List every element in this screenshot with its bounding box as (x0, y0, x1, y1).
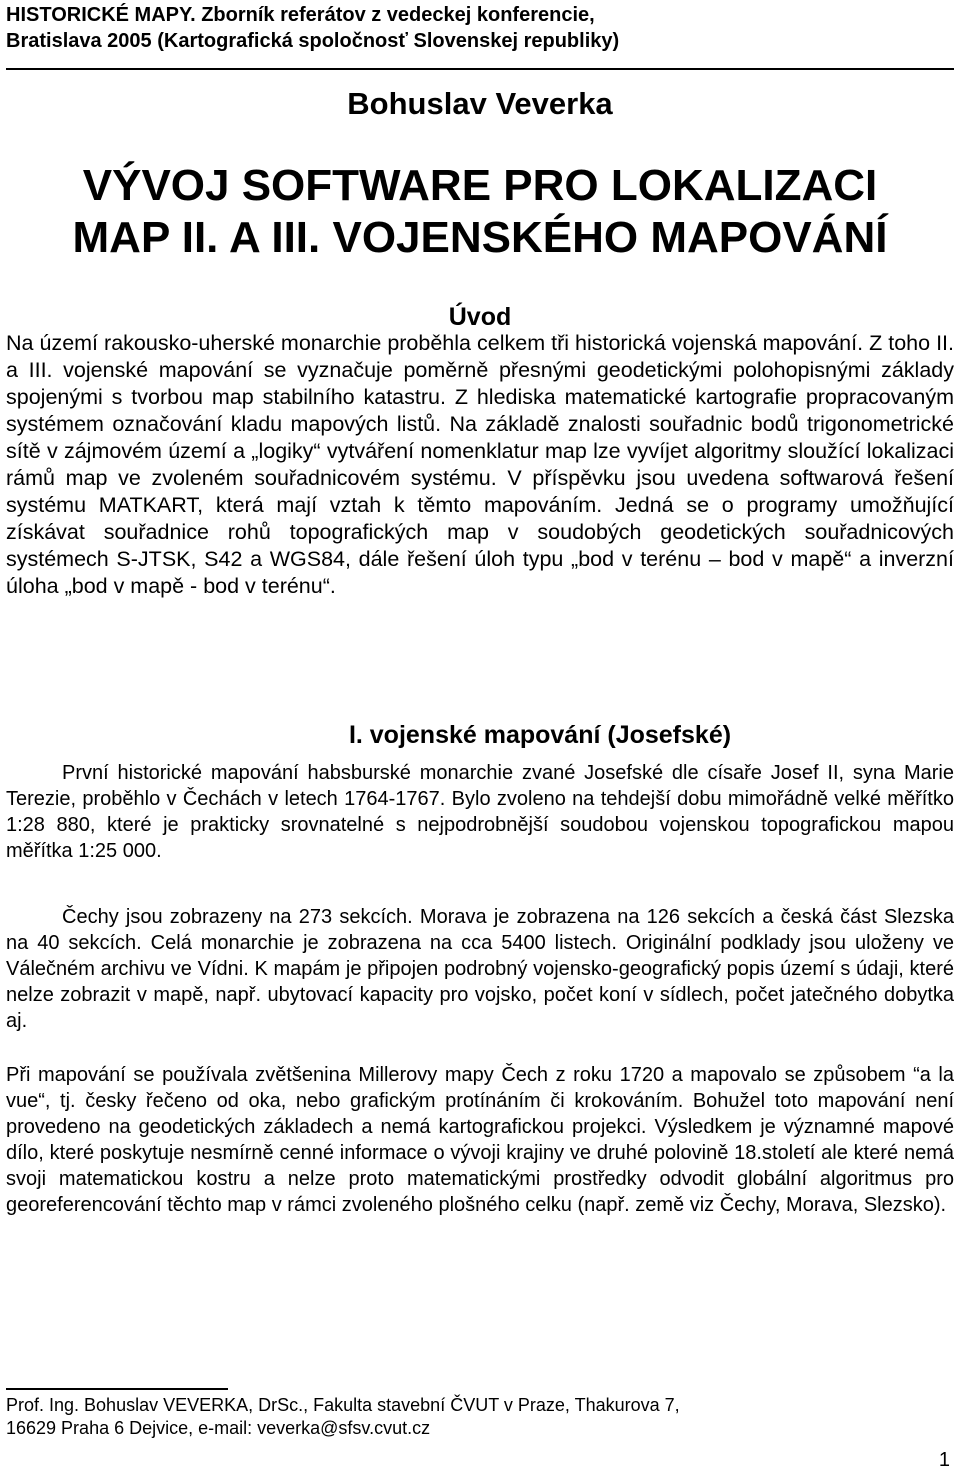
footnote-divider (6, 1388, 228, 1390)
footnote-line-1: Prof. Ing. Bohuslav VEVERKA, DrSc., Fakulta stavební ČVUT v Praze, Thakurova 7, (6, 1395, 680, 1415)
author-name: Bohuslav Veverka (347, 86, 613, 121)
intro-paragraph: Na území rakousko-uherské monarchie proběhla celkem tři historická vojenská mapování. Z toho II. a III. vojenské mapování se vyznačuje poměrně přesnými geodetickými polohopisnými základy spojenými s tvorbou map stabilního katastru. Z hlediska matematické kartografie propracovaným systémem označování kladu mapových listů. Na základě znalosti souřadnic bodů trigonometrické sítě v zájmovém území a „logiky“ vytváření nomenklatur map lze vyvíjet algoritmy sloužící lokalizaci rámů map ve zvoleném souřadnicovém systému. V příspěvku jsou uvedena softwarová řešení systému MATKART, která mají vztah k těmto mapováním. Jedná se o programy umožňující získávat souřadnice rohů topografických map v soudobých geodetických souřadnicových systémech S-JTSK, S42 a WGS84, dále řešení úloh typu „bod v terénu – bod v mapě“ a inverzní úloha „bod v mapě - bod v terénu“. (6, 331, 954, 598)
proceedings-header (6, 2, 954, 54)
section-1-paragraph-3: Při mapování se používala zvětšenina Millerovy mapy Čech z roku 1720 a mapovalo se způsobem “a la vue“, tj. česky řečeno od oka, nebo grafickým protínáním či krokováním. Bohužel toto mapování není provedeno na geodetických základech a nemá kartografickou projekci. Výsledkem je významné mapové dílo, které poskytuje nesmírně cenné informace o vývoji krajiny ve druhé polovině 18.století ale které nemá svoji matematickou kostru a nelze proto matematickými prostředky odvodit globální algoritmus pro georeferencování těchto map v rámci zvoleného plošného celku (např. země viz Čechy, Morava, Slezsko). (6, 1064, 954, 1216)
header-line-1: HISTORICKÉ MAPY. Zborník referátov z vedeckej konferencie, (6, 4, 595, 26)
page-number: 1 (938, 1449, 950, 1471)
paper-title (0, 160, 960, 264)
intro-heading: Úvod (448, 303, 512, 331)
header-line-2: Bratislava 2005 (Kartografická spoločnosť Slovenskej republiky) (6, 30, 620, 52)
section-1-paragraph-1: První historické mapování habsburské monarchie zvané Josefské dle císaře Josef II, syna Marie Terezie, proběhlo v Čechách v letech 1764-1767. Bylo zvoleno na tehdejší dobu mimořádně velké měřítko 1:28 880, které je prakticky srovnatelné s nejpodrobnější soudobou vojenskou topografickou mapou měřítka 1:25 000. (6, 762, 954, 862)
footnote-line-2: 16629 Praha 6 Dejvice, e-mail: veverka@sfsv.cvut.cz (6, 1418, 431, 1438)
title-line-1: VÝVOJ SOFTWARE PRO LOKALIZACI (82, 161, 878, 210)
title-line-2: MAP II. A III. VOJENSKÉHO MAPOVÁNÍ (72, 213, 888, 262)
section-1-heading: I. vojenské mapování (Josefské) (348, 721, 732, 749)
author-footnote (6, 1394, 954, 1440)
section-1-paragraph-2: Čechy jsou zobrazeny na 273 sekcích. Morava je zobrazena na 126 sekcích a česká část Slezska na 40 sekcích. Celá monarchie je zobrazena na cca 5400 listech. Originální podklady jsou uloženy ve Válečném archivu ve Vídni. K mapám je připojen podrobný vojensko-geografický popis území s údaji, které nelze zobrazit v mapě, např. ubytovací kapacity pro vojsko, počet koní v sídlech, počet jatečného dobytka aj. (6, 906, 954, 1032)
header-divider (6, 68, 954, 70)
